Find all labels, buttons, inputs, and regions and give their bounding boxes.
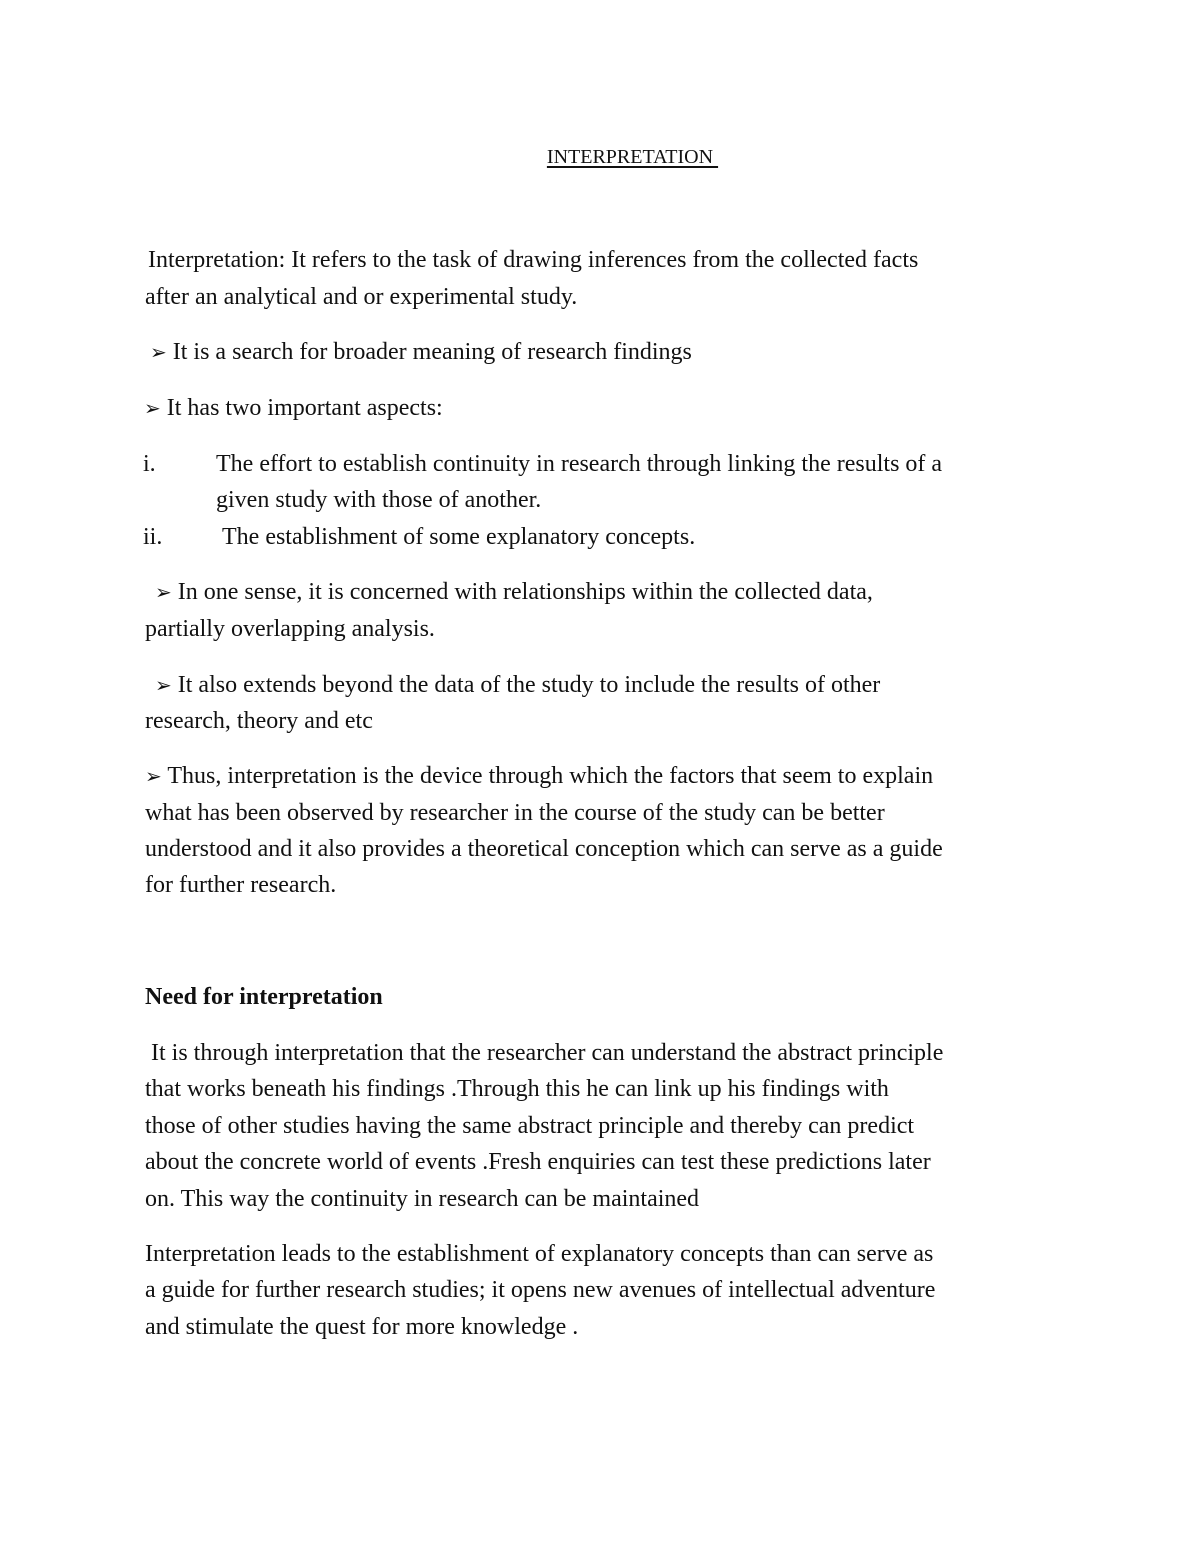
bullet-text: It has two important aspects:: [166, 395, 443, 421]
need-p1-line-5: on. This way the continuity in research can be maintained: [145, 1186, 700, 1212]
bullet-text: It is a search for broader meaning of research findings: [172, 339, 692, 365]
need-p1-line-2: that works beneath his findings .Through this he can link up his findings with: [145, 1076, 889, 1102]
bullet-text: In one sense, it is concerned with relationships within the collected data,: [177, 579, 873, 605]
bullet-continuation: partially overlapping analysis.: [145, 616, 435, 642]
arrow-bullet-icon: ➢: [155, 582, 172, 604]
section-heading: Need for interpretation: [145, 984, 383, 1010]
aspect-ii-line-1: The establishment of some explanatory concepts.: [222, 524, 696, 550]
need-p2-line-2: a guide for further research studies; it opens new avenues of intellectual adventure: [145, 1277, 936, 1303]
bullet-text: Thus, interpretation is the device through which the factors that seem to explain: [167, 763, 934, 789]
need-p1-line-3: those of other studies having the same abstract principle and thereby can predict: [145, 1113, 915, 1139]
aspect-i-line-1: The effort to establish continuity in research through linking the results of a: [216, 451, 943, 477]
list-marker-i: i.: [143, 451, 156, 477]
bullet-item: [150, 337, 692, 368]
bullet-continuation: research, theory and etc: [145, 708, 373, 734]
need-p2-line-1: Interpretation leads to the establishment of explanatory concepts than can serve as: [145, 1241, 934, 1267]
intro-line-2: after an analytical and or experimental study.: [145, 284, 578, 310]
list-marker-ii: ii.: [143, 524, 163, 550]
aspect-i-line-2: given study with those of another.: [216, 487, 542, 513]
arrow-bullet-icon: ➢: [144, 398, 161, 420]
page-title: INTERPRETATION: [546, 146, 719, 168]
bullet-item: [155, 577, 873, 608]
need-p1-line-4: about the concrete world of events .Fresh enquiries can test these predictions later: [145, 1149, 931, 1175]
arrow-bullet-icon: ➢: [155, 675, 172, 697]
arrow-bullet-icon: ➢: [150, 342, 167, 364]
bullet-continuation: for further research.: [145, 872, 337, 898]
bullet-continuation: what has been observed by researcher in the course of the study can be better: [145, 800, 885, 826]
bullet-continuation: understood and it also provides a theoretical conception which can serve as a guide: [145, 836, 943, 862]
bullet-item: [155, 670, 880, 701]
bullet-item: [145, 761, 933, 792]
arrow-bullet-icon: ➢: [145, 766, 162, 788]
need-p2-line-3: and stimulate the quest for more knowledge .: [145, 1314, 579, 1340]
bullet-item: [144, 393, 443, 424]
bullet-text: It also extends beyond the data of the study to include the results of other: [177, 672, 881, 698]
need-p1-line-1: It is through interpretation that the researcher can understand the abstract principle: [151, 1040, 944, 1066]
intro-line-1: Interpretation: It refers to the task of drawing inferences from the collected facts: [148, 247, 919, 273]
